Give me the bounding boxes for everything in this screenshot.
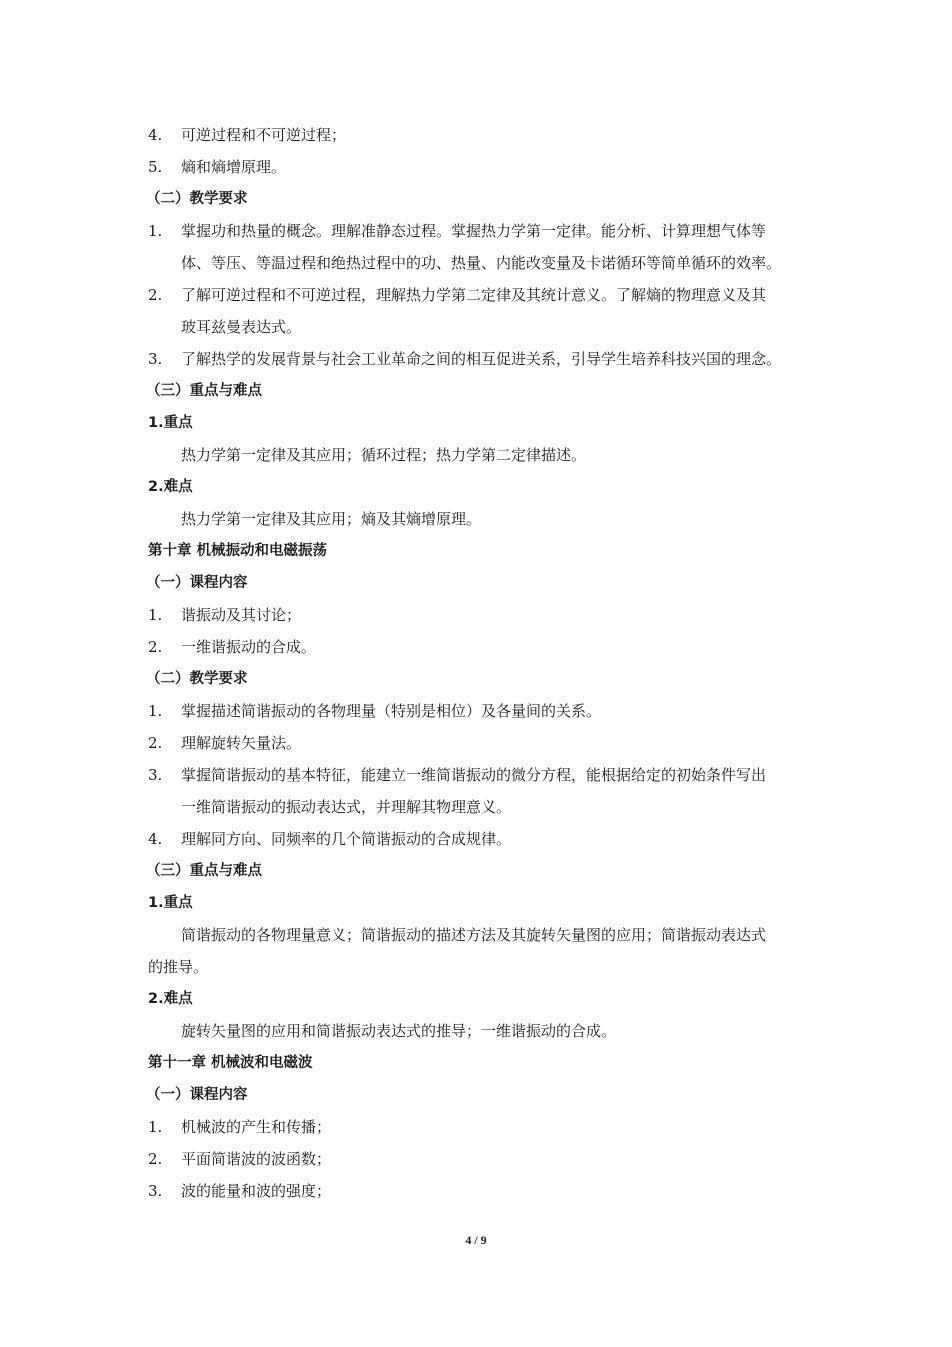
chapter-title: 第十章 机械振动和电磁振荡	[148, 543, 328, 559]
page-number: 4 / 9	[465, 1233, 487, 1247]
list-item-continuation: 一维简谐振动的振动表达式，并理解其物理意义。	[181, 798, 512, 816]
chapter-title: 第十一章 机械波和电磁波	[148, 1055, 313, 1071]
paragraph: 旋转矢量图的应用和简谐振动表达式的推导；一维谐振动的合成。	[181, 1022, 617, 1040]
subheading-key: 1.重点	[148, 895, 193, 911]
list-item-continuation: 体、等压、等温过程和绝热过程中的功、热量、内能改变量及卡诺循环等简单循环的效率。	[181, 254, 782, 272]
section-heading: （一）课程内容	[146, 1087, 248, 1103]
subheading-difficult: 2.难点	[148, 991, 193, 1007]
paragraph: 简谐振动的各物理量意义；简谐振动的描述方法及其旋转矢量图的应用；简谐振动表达式	[181, 926, 767, 944]
paragraph-continuation: 的推导。	[148, 958, 209, 976]
document-page: 4. 可逆过程和不可逆过程； 5. 熵和熵增原理。 （二）教学要求 1. 掌握功和热量的概念。理解准静态过程。掌握热力学第一定律。能分析、计算理想气体等 体、等压、等温过程和绝热过程中的功、热量、内能改变量及卡诺循环等简单循环的效率。 2. 了解可逆过程和不可逆过程，理解热力学第二定律及其统计意义。了解熵的物理意义及其 玻耳兹曼表达式。 3. 了解热学的发展背景与社会工业革命之间的相互促进关系，引导学生培养科技兴国的理念。 （三）重点与难点 1.重点 热力学第一定律及其应用；循环过程；热力学第二定律描述。 2.难点 热力学第一定律及其应用；熵及其熵增原理。 第十章 机械振动和电磁振荡 （一）课程内容 1. 谐振动及其讨论； 2. 一维谐振动的合成。 （二）教学要求 1. 掌握描述简谐振动的各物理量（特别是相位）及各量间的关系。 2. 理解旋转矢量法。 3. 掌握简谐振动的基本特征，能建立一维简谐振动的微分方程，能根据给定的初始条件写出 一维简谐振动的振动表达式，并理解其物理意义。 4. 理解同方向、同频率的几个简谐振动的合成规律。 （三）重点与难点 1.重点 简谐振动的各物理量意义；简谐振动的描述方法及其旋转矢量图的应用；简谐振动表达式 的推导。 2.难点 旋转矢量图的应用和简谐振动表达式的推导；一维谐振动的合成。 第十一章 机械波和电磁波 （一）课程内容 1. 机械波的产生和传播； 2. 平面简谐波的波函数； 3. 波的能量和波的强度； 4 / 9	[0, 0, 952, 1347]
subheading-key: 1.重点	[148, 415, 193, 431]
section-heading: （二）教学要求	[146, 671, 248, 687]
section-heading: （一）课程内容	[146, 575, 248, 591]
section-heading: （三）重点与难点	[146, 863, 262, 879]
section-heading: （二）教学要求	[146, 191, 248, 207]
paragraph: 热力学第一定律及其应用；熵及其熵增原理。	[181, 510, 482, 528]
section-heading: （三）重点与难点	[146, 383, 262, 399]
paragraph: 热力学第一定律及其应用；循环过程；热力学第二定律描述。	[181, 446, 587, 464]
list-item-continuation: 玻耳兹曼表达式。	[181, 318, 302, 336]
subheading-difficult: 2.难点	[148, 479, 193, 495]
